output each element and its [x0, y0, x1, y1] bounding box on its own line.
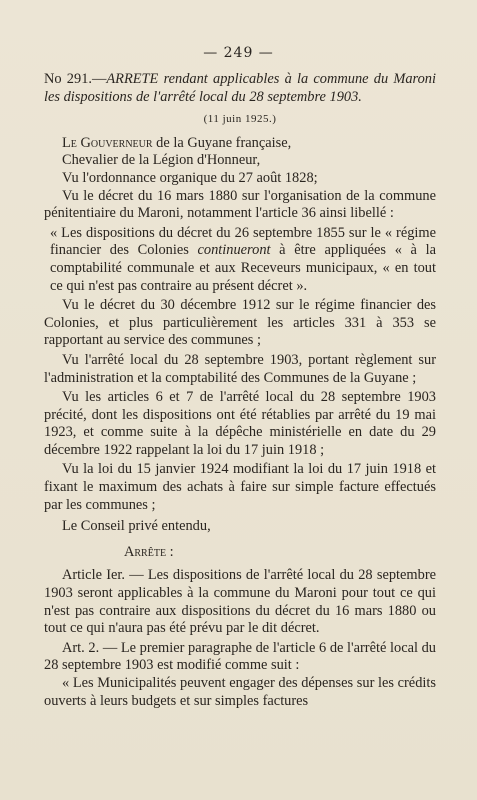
vu-ordonnance: Vu l'ordonnance organique du 27 août 1828; [62, 169, 318, 186]
article-1: Article Ier. — Les dispositions de l'arrêté local du 28 septembre 1903 seront applicables à la commune du Maroni pour tout ce qui n'est pas contraire aux dispositions du décret du 16 mars 1880 ou tout ce qui n'aura pas été prévu par le dit décret. [44, 567, 436, 637]
chevalier-line: Chevalier de la Légion d'Honneur, [62, 152, 261, 169]
gouverneur-line [44, 135, 436, 153]
vu-arrete-1903: Vu l'arrêté local du 28 septembre 1903, portant règlement sur l'administration et la comptabilité des Communes de la Guyane ; [44, 351, 436, 386]
vu-decret-1912: Vu le décret du 30 décembre 1912 sur le régime financier des Colonies, et plus particulièrement les articles 331 à 353 se rapportant au service des communes ; [44, 297, 436, 349]
quoted-article-36 [44, 225, 436, 295]
decree-number: No 291.— [44, 71, 107, 87]
vu-decret-1880: Vu le décret du 16 mars 1880 sur l'organisation de la commune pénitentiaire du Maroni, notamment l'article 36 ainsi libellé : [44, 187, 436, 222]
decree-title [44, 71, 436, 106]
gouverneur-label: Le Gouverneur [62, 134, 153, 151]
document-body [44, 71, 436, 710]
page-number: — 249 — [203, 45, 274, 61]
vu-articles-6-7: Vu les articles 6 et 7 de l'arrêté local du 28 septembre 1903 précité, dont les dispositions ont été rétablies par arrêté du 19 mai 1923, et comme suite à la dépêche ministérielle en date du 29 décembre 1922 rappelant la loi du 17 juin 1918 ; [44, 389, 436, 458]
gouverneur-rest: de la Guyane française, [152, 134, 292, 151]
conseil-line: Le Conseil privé entendu, [62, 518, 211, 535]
article-2-quote: « Les Municipalités peuvent engager des dépenses sur les crédits ouverts à leurs budgets et sur simples factures [44, 675, 436, 709]
quote-part-b: à être appliquées « à la comptabilité communale et aux Receveurs municipaux, « en tout ce qui n'est pas contraire au présent décret ». [50, 242, 436, 294]
article-2: Art. 2. — Le premier paragraphe de l'article 6 de l'arrêté local du 28 septembre 1903 est modifié comme suit : [44, 639, 436, 674]
arrete-heading: Arrête : [124, 543, 174, 560]
vu-loi-1924: Vu la loi du 15 janvier 1924 modifiant la loi du 17 juin 1918 et fixant le maximum des achats à faire sur simple facture effectués par les communes ; [44, 461, 436, 513]
decree-title-text: ARRETE rendant applicables à la commune du Maroni les dispositions de l'arrêté local du 28 septembre 1903. [44, 71, 437, 105]
quote-part-a: « Les dispositions du décret du 26 septembre 1855 sur le « régime financier des Colonies [50, 224, 436, 259]
quote-italic: continueront [197, 242, 271, 259]
decree-date: (11 juin 1925.) [203, 113, 277, 126]
